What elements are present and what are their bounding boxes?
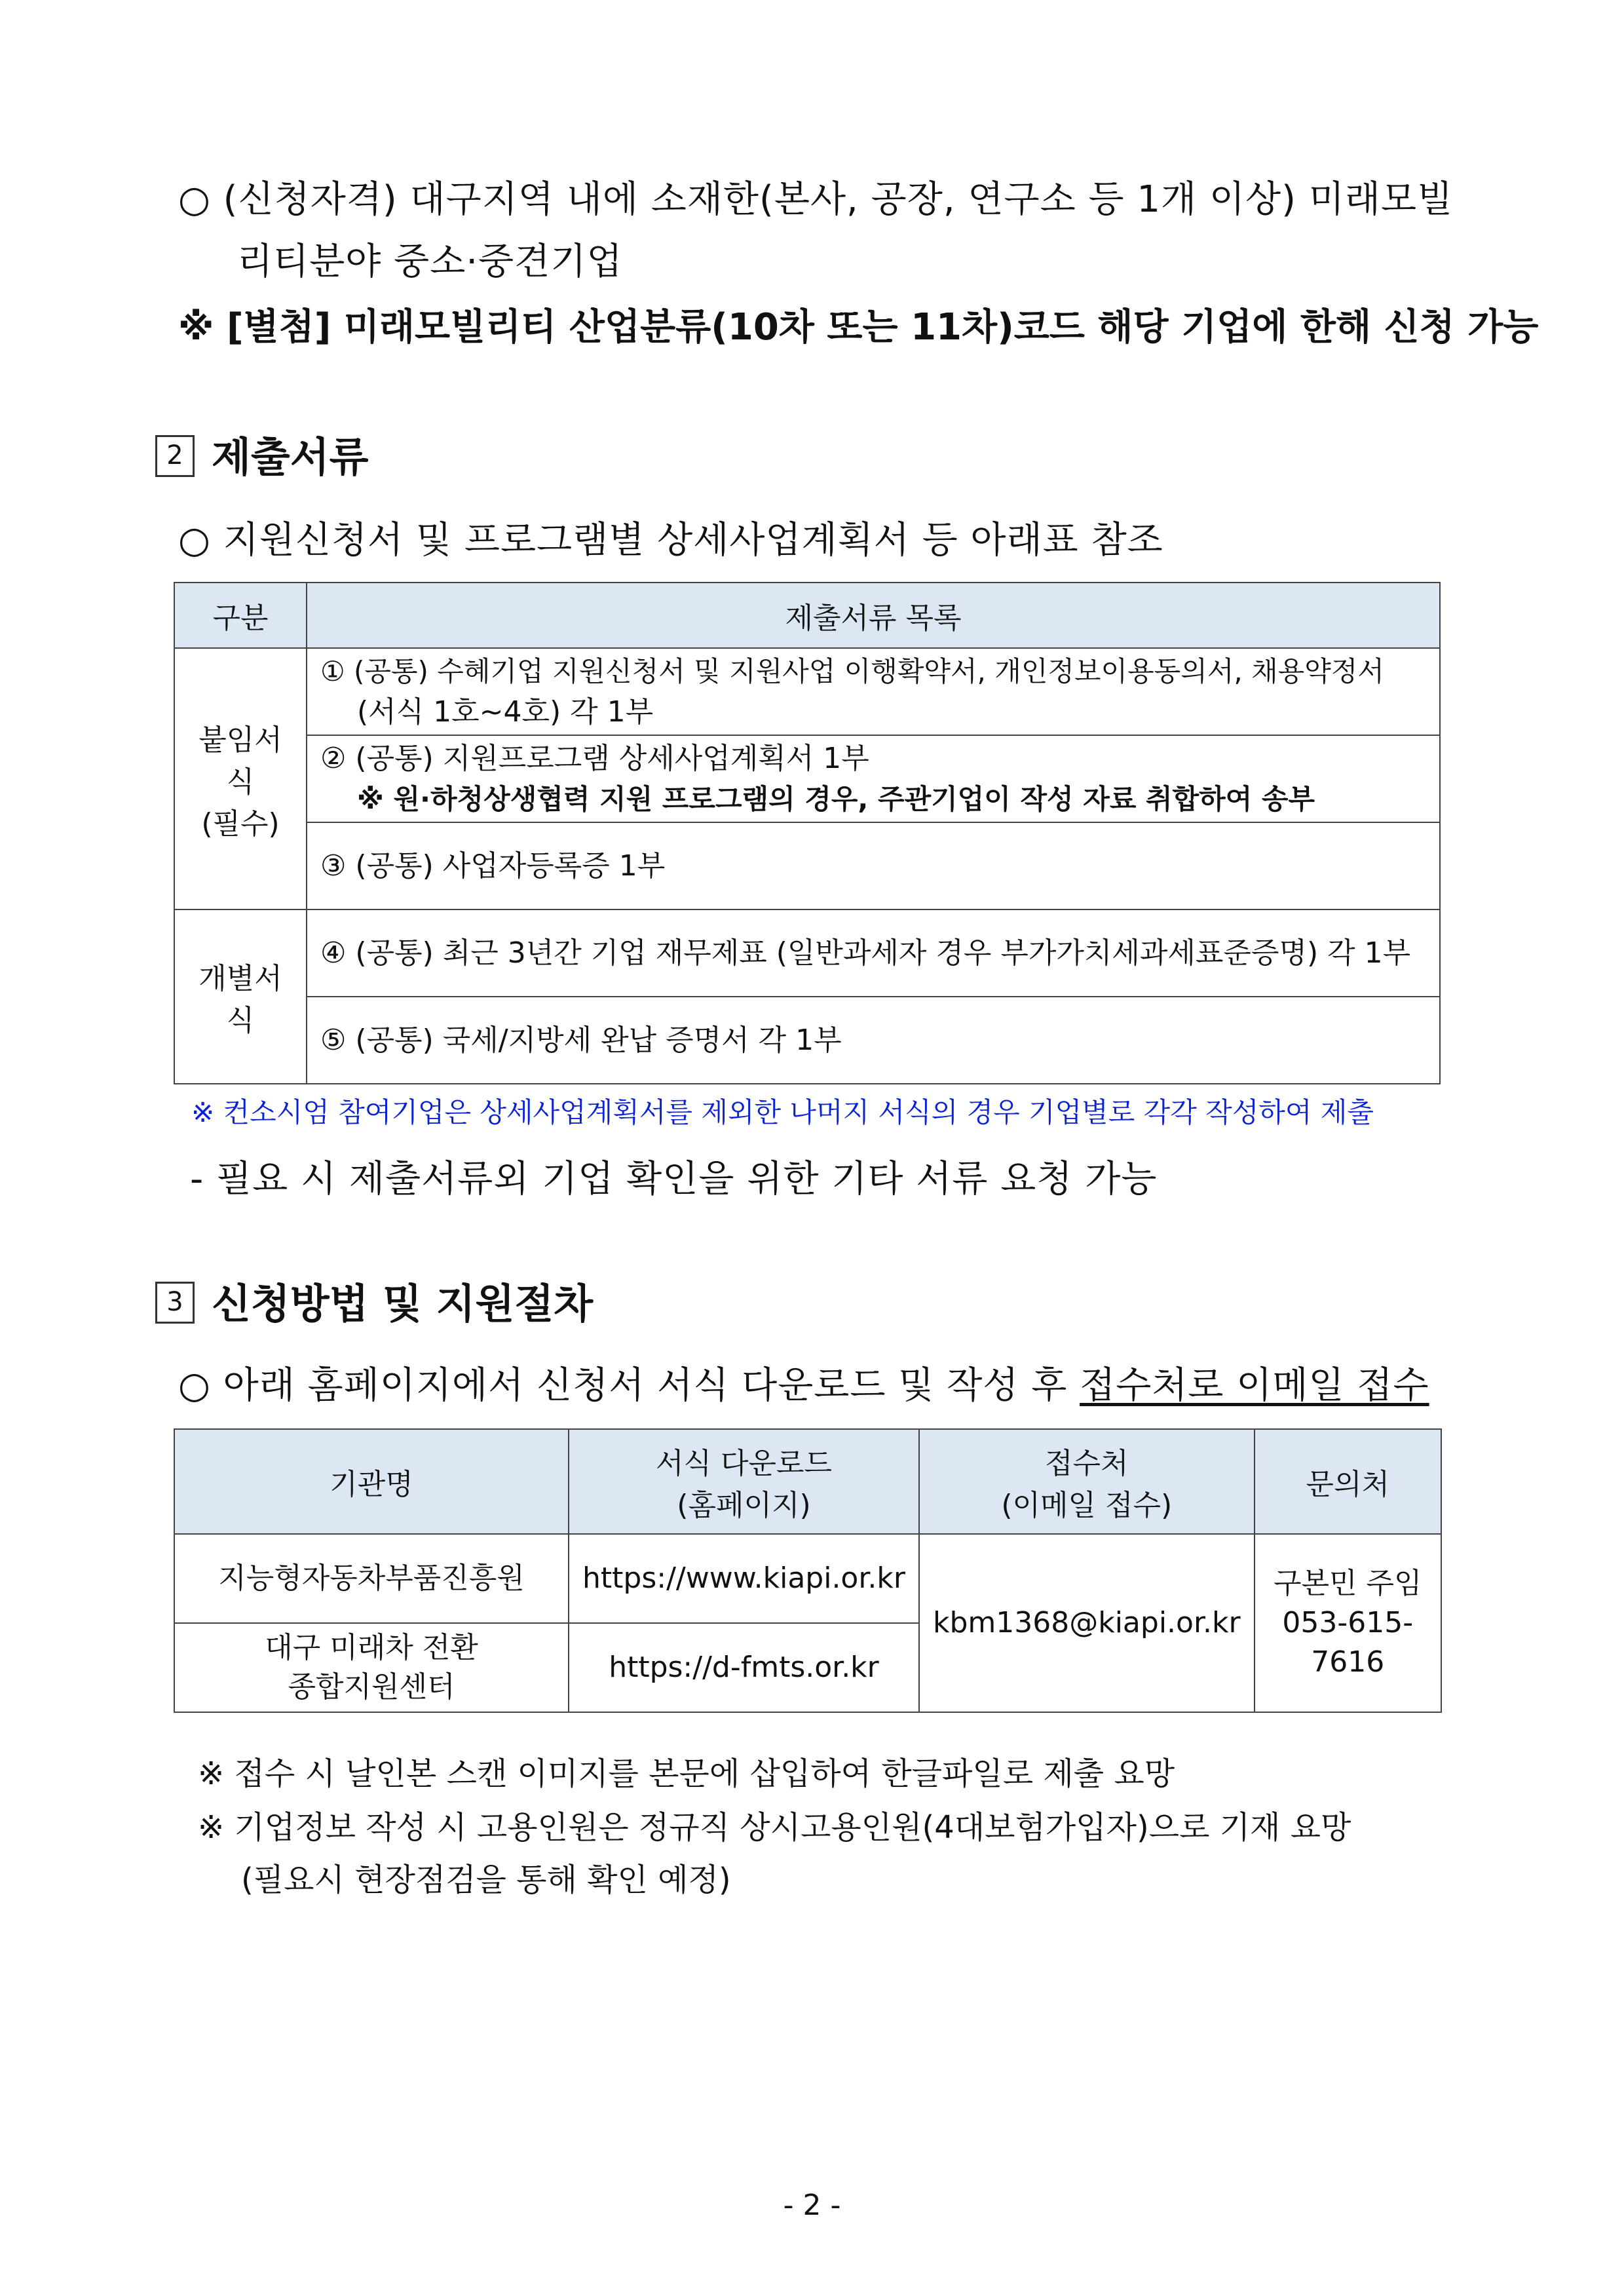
group-required-label-line-1: 붙임서식: [198, 723, 282, 799]
submission-note-3: (필요시 현장점검을 통해 확인 예정): [241, 1862, 731, 1898]
document-item-2-note: ※ 원·하청상생협력 지원 프로그램의 경우, 주관기업이 작성 자료 취합하여 송부: [357, 782, 1315, 815]
submission-note-2: ※ 기업정보 작성 시 고용인원은 정규직 상시고용인원(4대보험가입자)으로 기재 요망: [198, 1809, 1351, 1846]
header-category: 구분: [174, 583, 307, 648]
section-3-heading: [155, 1271, 593, 1330]
documents-table: [174, 582, 1441, 1084]
org-1-name: 지능형자동차부품진흥원: [174, 1534, 569, 1623]
document-item-1-line-2: (서식 1호~4호) 각 1부: [357, 695, 654, 729]
section-3-intro: [178, 1356, 1429, 1409]
org-2-name-line-1: 대구 미래차 전환: [265, 1631, 478, 1664]
document-item-3: ③ (공통) 사업자등록증 1부: [307, 822, 1440, 909]
document-item-2-line-1: ② (공통) 지원프로그램 상세사업계획서 1부: [320, 741, 869, 775]
header-download-line-2: (홈페이지): [677, 1489, 811, 1522]
header-document-list: 제출서류 목록: [307, 583, 1440, 648]
org-1-url[interactable]: https://www.kiapi.or.kr: [569, 1534, 919, 1623]
org-2-url[interactable]: https://d-fmts.or.kr: [569, 1623, 919, 1712]
header-download-line-1: 서식 다운로드: [655, 1447, 832, 1480]
document-item-1-line-1: ① (공통) 수혜기업 지원신청서 및 지원사업 이행확약서, 개인정보이용동의서, 채용약정서: [320, 655, 1384, 687]
contact-phone: 053-615-7616: [1282, 1606, 1414, 1679]
header-contact: 문의처: [1255, 1429, 1441, 1534]
section-3-title: 신청방법 및 지원절차: [212, 1280, 594, 1328]
eligibility-note: ※ [별첨] 미래모빌리티 산업분류(10차 또는 11차)코드 해당 기업에 한해 신청 가능: [178, 306, 1539, 349]
section-3-number: 3: [155, 1282, 195, 1324]
document-item-2: [307, 735, 1440, 822]
group-individual-label: 개별서식: [174, 909, 307, 1084]
extra-documents-note: - 필요 시 제출서류외 기업 확인을 위한 기타 서류 요청 가능: [190, 1158, 1158, 1200]
submission-note-1: ※ 접수 시 날인본 스캔 이미지를 본문에 삽입하여 한글파일로 제출 요망: [198, 1755, 1175, 1792]
header-receive-line-2: (이메일 접수): [1001, 1489, 1173, 1522]
header-receive-line-1: 접수처: [1045, 1447, 1129, 1480]
section-2-number: 2: [155, 435, 195, 477]
eligibility-line-1: ○ (신청자격) 대구지역 내에 소재한(본사, 공장, 연구소 등 1개 이상) 미래모빌: [178, 178, 1454, 221]
org-2-name: [174, 1623, 569, 1712]
section-2-intro: ○ 지원신청서 및 프로그램별 상세사업계획서 등 아래표 참조: [178, 519, 1163, 562]
section-2-title: 제출서류: [212, 433, 369, 481]
group-required-label: [174, 648, 307, 909]
receive-email[interactable]: kbm1368@kiapi.or.kr: [919, 1534, 1255, 1712]
org-2-name-line-2: 종합지원센터: [288, 1670, 455, 1704]
contact-person: [1255, 1534, 1441, 1712]
group-required-label-line-2: (필수): [201, 807, 280, 841]
consortium-note: ※ 컨소시엄 참여기업은 상세사업계획서를 제외한 나머지 서식의 경우 기업별로 각각 작성하여 제출: [191, 1096, 1374, 1128]
section-3-intro-text: ○ 아래 홈페이지에서 신청서 서식 다운로드 및 작성 후: [178, 1364, 1080, 1407]
document-item-5: ⑤ (공통) 국세/지방세 완납 증명서 각 1부: [307, 997, 1440, 1084]
section-3-intro-underlined: 접수처로 이메일 접수: [1080, 1364, 1429, 1407]
eligibility-line-2: 리티분야 중소·중견기업: [237, 240, 623, 283]
document-item-1: [307, 648, 1440, 735]
application-table: [174, 1428, 1442, 1713]
header-organization: 기관명: [174, 1429, 569, 1534]
section-2-heading: [155, 425, 369, 483]
document-item-4: ④ (공통) 최근 3년간 기업 재무제표 (일반과세자 경우 부가가치세과세표준증명) 각 1부: [307, 909, 1440, 997]
header-download: [569, 1429, 919, 1534]
page-number: - 2 -: [783, 2189, 841, 2222]
header-receive: [919, 1429, 1255, 1534]
contact-name: 구본민 주임: [1274, 1567, 1422, 1600]
